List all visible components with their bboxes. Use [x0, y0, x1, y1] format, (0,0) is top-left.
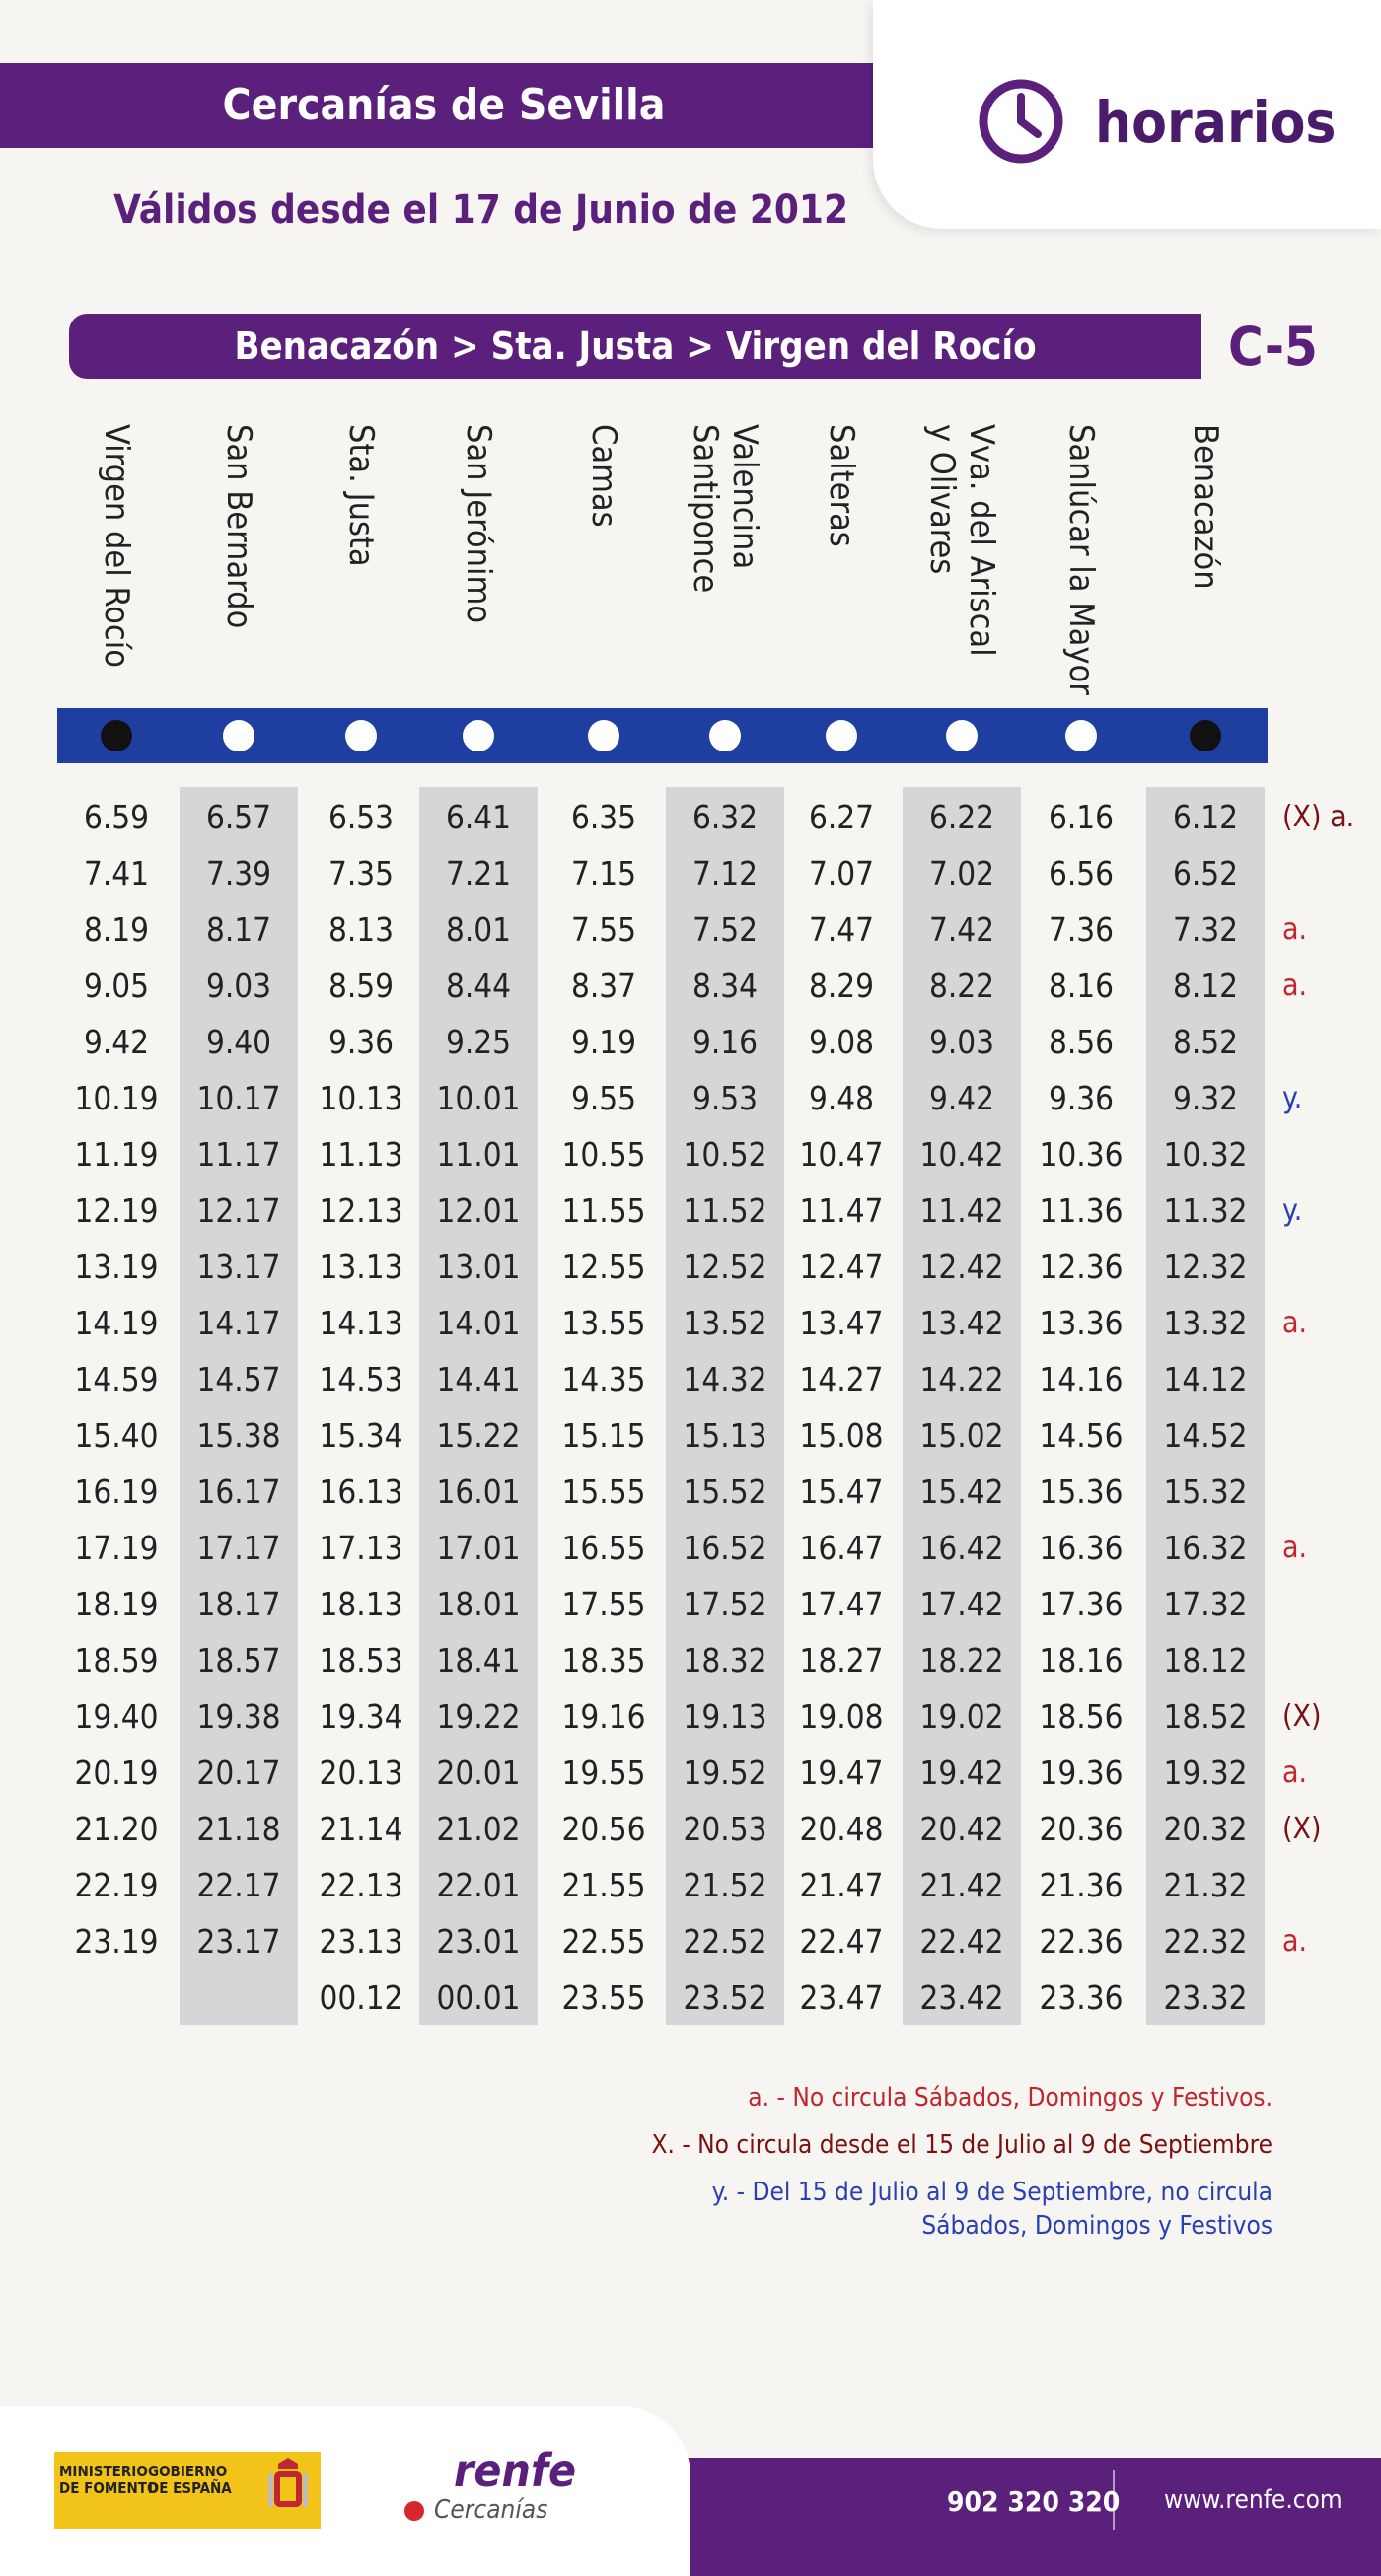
time-cell: 14.56	[1039, 1416, 1124, 1455]
time-cell: 22.52	[683, 1922, 767, 1961]
route-name: Benacazón > Sta. Justa > Virgen del Rocío	[234, 324, 1037, 368]
time-cell	[180, 1968, 298, 2028]
time-cell: 19.38	[196, 1697, 281, 1736]
time-cell: 8.19	[83, 910, 150, 949]
time-cell: 7.21	[445, 854, 512, 893]
time-cell: 19.40	[74, 1697, 159, 1736]
time-cell: 15.08	[799, 1416, 884, 1455]
row-note: a.	[1282, 1531, 1308, 1565]
time-cell: 15.52	[683, 1472, 767, 1511]
time-cell: 16.55	[561, 1529, 646, 1567]
time-cell: 14.52	[1163, 1416, 1248, 1455]
time-cell: 15.47	[799, 1472, 884, 1511]
time-cell: 21.52	[683, 1866, 767, 1904]
time-cell: 11.42	[919, 1191, 1004, 1230]
time-cell: 11.19	[74, 1135, 159, 1174]
validity-text: Válidos desde el 17 de Junio de 2012	[113, 187, 848, 233]
time-cell: 6.32	[691, 798, 759, 836]
legend-a: a. - No circula Sábados, Domingos y Festivos.	[748, 2083, 1272, 2112]
station-label: Valencina Santiponce	[686, 424, 764, 594]
time-cell: 22.32	[1163, 1922, 1248, 1961]
time-cell: 8.01	[445, 910, 512, 949]
time-cell: 14.13	[319, 1304, 403, 1342]
legend-y: y. - Del 15 de Julio al 9 de Septiembre, no circula Sábados, Domingos y Festivos	[711, 2178, 1272, 2241]
station-dot	[946, 720, 978, 751]
time-cell: 11.01	[436, 1135, 521, 1174]
time-cell: 23.32	[1163, 1978, 1248, 2017]
time-cell: 7.55	[570, 910, 637, 949]
time-cell: 19.52	[683, 1753, 767, 1792]
time-cell: 19.32	[1163, 1753, 1248, 1792]
time-cell: 6.56	[1048, 854, 1115, 893]
time-cell: 9.53	[691, 1079, 759, 1117]
time-cell: 19.47	[799, 1753, 884, 1792]
time-cell: 17.55	[561, 1585, 646, 1623]
time-cell: 12.32	[1163, 1248, 1248, 1286]
time-cell: 8.56	[1048, 1023, 1115, 1061]
time-cell: 23.55	[561, 1978, 646, 2017]
station-dot	[588, 720, 619, 751]
station-label: San Bernardo	[219, 424, 258, 629]
station-label: Virgen del Rocío	[97, 424, 136, 668]
time-cell: 20.42	[919, 1810, 1004, 1848]
time-cell: 11.13	[319, 1135, 403, 1174]
time-cell: 6.22	[928, 798, 995, 836]
time-cell: 11.55	[561, 1191, 646, 1230]
time-cell: 7.32	[1172, 910, 1239, 949]
time-cell: 15.34	[319, 1416, 403, 1455]
time-cell: 00.01	[436, 1978, 521, 2017]
time-cell: 8.16	[1048, 966, 1115, 1005]
time-cell: 22.36	[1039, 1922, 1124, 1961]
time-cell: 13.42	[919, 1304, 1004, 1342]
time-cell: 9.03	[928, 1023, 995, 1061]
station-label: Benacazón	[1186, 424, 1225, 590]
time-cell: 22.42	[919, 1922, 1004, 1961]
time-cell: 18.12	[1163, 1641, 1248, 1680]
time-cell: 14.32	[683, 1360, 767, 1398]
station-name	[322, 424, 400, 690]
station-dot	[709, 720, 741, 751]
time-cell: 13.13	[319, 1248, 403, 1286]
time-cell: 13.17	[196, 1248, 281, 1286]
time-cell: 7.12	[691, 854, 759, 893]
time-cell: 19.08	[799, 1697, 884, 1736]
station-name	[199, 424, 278, 690]
time-cell: 18.59	[74, 1641, 159, 1680]
time-cell: 23.19	[74, 1922, 159, 1961]
time-cell: 15.22	[436, 1416, 521, 1455]
time-cell: 16.19	[74, 1472, 159, 1511]
time-cell: 19.42	[919, 1753, 1004, 1792]
row-note: a.	[1282, 1755, 1308, 1790]
time-cell: 19.36	[1039, 1753, 1124, 1792]
time-cell: 18.27	[799, 1641, 884, 1680]
time-cell: 12.36	[1039, 1248, 1124, 1286]
station-label: Vva. del Ariscal y Olivares	[922, 424, 1001, 657]
time-cell: 12.42	[919, 1248, 1004, 1286]
time-cell: 12.17	[196, 1191, 281, 1230]
time-cell: 10.42	[919, 1135, 1004, 1174]
time-cell: 14.22	[919, 1360, 1004, 1398]
station-dot	[463, 720, 494, 751]
time-cell: 11.52	[683, 1191, 767, 1230]
time-cell: 21.20	[74, 1810, 159, 1848]
station-name	[1166, 424, 1245, 690]
clock-icon	[977, 77, 1065, 166]
time-cell: 18.56	[1039, 1697, 1124, 1736]
time-cell: 18.16	[1039, 1641, 1124, 1680]
time-cell: 15.55	[561, 1472, 646, 1511]
time-cell	[57, 1968, 176, 2028]
line-code: C-5	[1228, 316, 1318, 378]
time-cell: 11.32	[1163, 1191, 1248, 1230]
time-cell: 20.32	[1163, 1810, 1248, 1848]
time-cell: 11.17	[196, 1135, 281, 1174]
time-cell: 15.36	[1039, 1472, 1124, 1511]
station-name	[77, 424, 156, 690]
time-cell: 18.01	[436, 1585, 521, 1623]
time-cell: 7.02	[928, 854, 995, 893]
row-note: y.	[1282, 1081, 1303, 1115]
time-cell: 21.55	[561, 1866, 646, 1904]
time-cell: 19.22	[436, 1697, 521, 1736]
station-label: Sanlúcar la Mayor	[1061, 424, 1101, 695]
time-cell: 13.01	[436, 1248, 521, 1286]
time-cell: 14.35	[561, 1360, 646, 1398]
time-cell: 20.53	[683, 1810, 767, 1848]
time-cell: 7.47	[808, 910, 875, 949]
time-cell: 16.36	[1039, 1529, 1124, 1567]
time-cell: 10.52	[683, 1135, 767, 1174]
station-label: Sta. Justa	[341, 424, 381, 567]
time-cell: 20.13	[319, 1753, 403, 1792]
time-cell: 21.02	[436, 1810, 521, 1848]
time-cell: 16.32	[1163, 1529, 1248, 1567]
time-cell: 20.56	[561, 1810, 646, 1848]
time-cell: 6.27	[808, 798, 875, 836]
time-cell: 11.47	[799, 1191, 884, 1230]
time-cell: 11.36	[1039, 1191, 1124, 1230]
station-name	[564, 424, 643, 690]
time-cell: 13.55	[561, 1304, 646, 1342]
time-cell: 9.40	[205, 1023, 272, 1061]
time-cell: 23.42	[919, 1978, 1004, 2017]
cercanias-logo-text: Cercanías	[434, 2495, 548, 2525]
time-cell: 7.07	[808, 854, 875, 893]
time-cell: 7.36	[1048, 910, 1115, 949]
time-cell: 7.35	[327, 854, 395, 893]
time-cell: 16.13	[319, 1472, 403, 1511]
time-cell: 18.35	[561, 1641, 646, 1680]
time-cell: 7.52	[691, 910, 759, 949]
time-cell: 15.32	[1163, 1472, 1248, 1511]
time-cell: 10.47	[799, 1135, 884, 1174]
time-cell: 20.36	[1039, 1810, 1124, 1848]
time-cell: 19.16	[561, 1697, 646, 1736]
terminus-dot	[1190, 720, 1221, 751]
time-cell: 8.17	[205, 910, 272, 949]
time-cell: 9.42	[83, 1023, 150, 1061]
time-cell: 9.32	[1172, 1079, 1239, 1117]
time-cell: 13.32	[1163, 1304, 1248, 1342]
time-cell: 8.59	[327, 966, 395, 1005]
time-cell: 17.17	[196, 1529, 281, 1567]
time-cell: 12.01	[436, 1191, 521, 1230]
time-cell: 9.03	[205, 966, 272, 1005]
time-cell: 6.35	[570, 798, 637, 836]
station-label: Camas	[584, 424, 623, 528]
time-cell: 23.52	[683, 1978, 767, 2017]
station-name	[1042, 424, 1121, 695]
time-cell: 18.17	[196, 1585, 281, 1623]
time-cell: 7.39	[205, 854, 272, 893]
time-cell: 23.13	[319, 1922, 403, 1961]
row-note: (X) a.	[1282, 800, 1355, 834]
row-note: (X)	[1282, 1812, 1322, 1846]
row-note: a.	[1282, 968, 1308, 1003]
station-name	[439, 424, 518, 690]
time-cell: 15.15	[561, 1416, 646, 1455]
row-note: a.	[1282, 1924, 1308, 1959]
time-cell: 14.53	[319, 1360, 403, 1398]
time-cell: 21.32	[1163, 1866, 1248, 1904]
time-cell: 23.01	[436, 1922, 521, 1961]
time-cell: 19.13	[683, 1697, 767, 1736]
time-cell: 19.02	[919, 1697, 1004, 1736]
time-cell: 20.48	[799, 1810, 884, 1848]
time-cell: 19.34	[319, 1697, 403, 1736]
time-cell: 16.47	[799, 1529, 884, 1567]
time-cell: 9.42	[928, 1079, 995, 1117]
time-cell: 22.17	[196, 1866, 281, 1904]
time-cell: 12.13	[319, 1191, 403, 1230]
time-cell: 20.17	[196, 1753, 281, 1792]
time-cell: 6.57	[205, 798, 272, 836]
time-cell: 18.13	[319, 1585, 403, 1623]
time-cell: 21.14	[319, 1810, 403, 1848]
station-label: San Jerónimo	[459, 424, 498, 624]
time-cell: 18.41	[436, 1641, 521, 1680]
time-cell: 7.42	[928, 910, 995, 949]
time-cell: 8.29	[808, 966, 875, 1005]
time-cell: 16.42	[919, 1529, 1004, 1567]
station-dot	[1065, 720, 1097, 751]
time-cell: 15.13	[683, 1416, 767, 1455]
time-cell: 22.55	[561, 1922, 646, 1961]
time-cell: 6.59	[83, 798, 150, 836]
time-cell: 15.02	[919, 1416, 1004, 1455]
gov-line-2: MINISTERIO DE FOMENTO	[59, 2463, 159, 2497]
time-cell: 19.55	[561, 1753, 646, 1792]
time-cell: 6.16	[1048, 798, 1115, 836]
time-cell: 9.36	[1048, 1079, 1115, 1117]
time-cell: 22.01	[436, 1866, 521, 1904]
legend-x: X. - No circula desde el 15 de Julio al 9 de Septiembre	[651, 2130, 1272, 2160]
gov-line-1: GOBIERNO DE ESPAÑA	[148, 2463, 232, 2497]
time-cell: 10.36	[1039, 1135, 1124, 1174]
time-cell: 17.19	[74, 1529, 159, 1567]
time-cell: 8.22	[928, 966, 995, 1005]
time-cell: 7.15	[570, 854, 637, 893]
time-cell: 00.12	[319, 1978, 403, 2017]
station-name	[922, 424, 1001, 690]
time-cell: 10.01	[436, 1079, 521, 1117]
time-cell: 14.59	[74, 1360, 159, 1398]
footer-phone: 902 320 320	[947, 2485, 1121, 2518]
time-cell: 16.01	[436, 1472, 521, 1511]
time-cell: 10.55	[561, 1135, 646, 1174]
time-cell: 9.16	[691, 1023, 759, 1061]
time-cell: 18.52	[1163, 1697, 1248, 1736]
time-cell: 23.36	[1039, 1978, 1124, 2017]
time-cell: 22.19	[74, 1866, 159, 1904]
time-cell: 14.41	[436, 1360, 521, 1398]
cercanias-dot-icon	[404, 2501, 424, 2521]
station-dot	[345, 720, 377, 751]
time-cell: 22.47	[799, 1922, 884, 1961]
time-cell: 20.01	[436, 1753, 521, 1792]
time-cell: 14.01	[436, 1304, 521, 1342]
time-cell: 17.52	[683, 1585, 767, 1623]
time-cell: 17.47	[799, 1585, 884, 1623]
station-label: Salteras	[822, 424, 861, 547]
time-cell: 9.36	[327, 1023, 395, 1061]
time-cell: 16.17	[196, 1472, 281, 1511]
time-cell: 14.16	[1039, 1360, 1124, 1398]
time-cell: 13.19	[74, 1248, 159, 1286]
time-cell: 6.41	[445, 798, 512, 836]
time-cell: 7.41	[83, 854, 150, 893]
time-cell: 16.52	[683, 1529, 767, 1567]
time-cell: 12.47	[799, 1248, 884, 1286]
horarios-label: horarios	[1095, 89, 1337, 156]
time-cell: 21.47	[799, 1866, 884, 1904]
time-cell: 17.01	[436, 1529, 521, 1567]
time-cell: 23.17	[196, 1922, 281, 1961]
time-cell: 20.19	[74, 1753, 159, 1792]
station-dot	[826, 720, 857, 751]
row-note: a.	[1282, 1306, 1308, 1340]
time-cell: 17.13	[319, 1529, 403, 1567]
time-cell: 17.32	[1163, 1585, 1248, 1623]
time-cell: 6.12	[1172, 798, 1239, 836]
row-note: (X)	[1282, 1699, 1322, 1734]
time-cell: 8.44	[445, 966, 512, 1005]
time-cell: 8.34	[691, 966, 759, 1005]
time-cell: 6.53	[327, 798, 395, 836]
time-cell: 14.17	[196, 1304, 281, 1342]
station-name	[686, 424, 764, 690]
time-cell: 18.53	[319, 1641, 403, 1680]
time-cell: 9.55	[570, 1079, 637, 1117]
time-cell: 9.19	[570, 1023, 637, 1061]
station-dot	[223, 720, 254, 751]
time-cell: 9.05	[83, 966, 150, 1005]
time-cell: 8.12	[1172, 966, 1239, 1005]
time-cell: 9.08	[808, 1023, 875, 1061]
time-cell: 18.32	[683, 1641, 767, 1680]
row-note: y.	[1282, 1193, 1303, 1228]
time-cell: 8.13	[327, 910, 395, 949]
time-cell: 10.19	[74, 1079, 159, 1117]
time-cell: 18.57	[196, 1641, 281, 1680]
time-cell: 13.52	[683, 1304, 767, 1342]
time-cell: 17.42	[919, 1585, 1004, 1623]
row-note: a.	[1282, 912, 1308, 947]
footer-url[interactable]: www.renfe.com	[1164, 2485, 1343, 2515]
time-cell: 14.19	[74, 1304, 159, 1342]
time-cell: 10.32	[1163, 1135, 1248, 1174]
time-cell: 12.52	[683, 1248, 767, 1286]
time-cell: 9.25	[445, 1023, 512, 1061]
time-cell: 14.57	[196, 1360, 281, 1398]
time-cell: 21.18	[196, 1810, 281, 1848]
station-name	[802, 424, 881, 690]
time-cell: 22.13	[319, 1866, 403, 1904]
page-title: Cercanías de Sevilla	[222, 80, 666, 130]
time-cell: 15.40	[74, 1416, 159, 1455]
time-cell: 8.52	[1172, 1023, 1239, 1061]
time-cell: 12.19	[74, 1191, 159, 1230]
time-cell: 10.17	[196, 1079, 281, 1117]
time-cell: 15.38	[196, 1416, 281, 1455]
time-cell: 18.19	[74, 1585, 159, 1623]
time-cell: 18.22	[919, 1641, 1004, 1680]
time-cell: 15.42	[919, 1472, 1004, 1511]
time-cell: 9.48	[808, 1079, 875, 1117]
spain-crest-icon	[266, 2458, 310, 2523]
time-cell: 10.13	[319, 1079, 403, 1117]
terminus-dot	[101, 720, 132, 751]
time-cell: 21.36	[1039, 1866, 1124, 1904]
renfe-logo: renfe	[454, 2444, 577, 2497]
time-cell: 13.36	[1039, 1304, 1124, 1342]
time-cell: 12.55	[561, 1248, 646, 1286]
time-cell: 13.47	[799, 1304, 884, 1342]
time-cell: 8.37	[570, 966, 637, 1005]
time-cell: 6.52	[1172, 854, 1239, 893]
time-cell: 23.47	[799, 1978, 884, 2017]
time-cell: 21.42	[919, 1866, 1004, 1904]
time-cell: 14.27	[799, 1360, 884, 1398]
time-cell: 14.12	[1163, 1360, 1248, 1398]
time-cell: 17.36	[1039, 1585, 1124, 1623]
